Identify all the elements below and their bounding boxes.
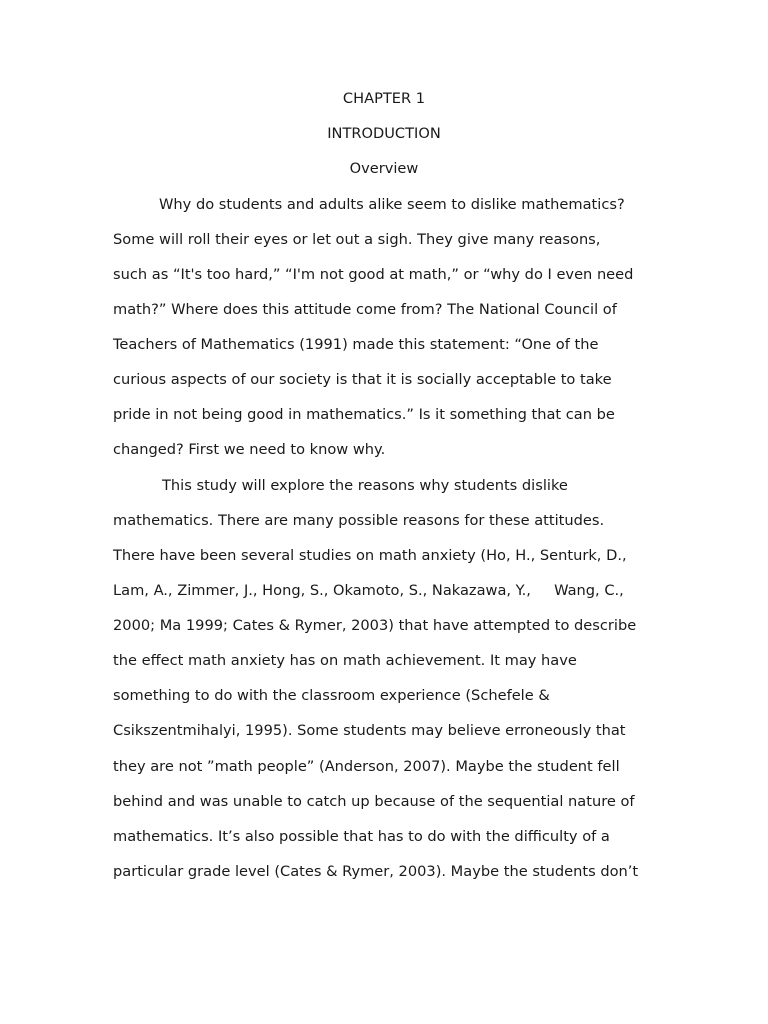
paragraph-1-line: curious aspects of our society is that it is socially acceptable to take [113,371,612,388]
paragraph-1-line: Teachers of Mathematics (1991) made this statement: “One of the [113,336,599,353]
paragraph-2-line: This study will explore the reasons why students dislike [162,477,568,494]
paragraph-2-line: the effect math anxiety has on math achievement. It may have [113,652,577,669]
paragraph-2-line: There have been several studies on math anxiety (Ho, H., Senturk, D., [113,547,627,564]
paragraph-2-line: Lam, A., Zimmer, J., Hong, S., Okamoto, S., Nakazawa, Y., Wang, C., [113,582,624,599]
paragraph-1-line: Some will roll their eyes or let out a sigh. They give many reasons, [113,231,601,248]
paragraph-1-line: Why do students and adults alike seem to dislike mathematics? [159,196,625,213]
paragraph-2-line: particular grade level (Cates & Rymer, 2003). Maybe the students don’t [113,863,639,880]
paragraph-2-line: something to do with the classroom experience (Schefele & [113,687,550,704]
paragraph-1-line: changed? First we need to know why. [113,441,386,458]
paragraph-1-line: pride in not being good in mathematics.” Is it something that can be [113,406,615,423]
paragraph-2-line: mathematics. There are many possible reasons for these attitudes. [113,512,605,529]
paragraph-1-line: such as “It's too hard,” “I'm not good at math,” or “why do I even need [113,266,634,283]
paragraph-2-line: they are not ”math people” (Anderson, 2007). Maybe the student fell [113,758,620,775]
paragraph-1-line: math?” Where does this attitude come from? The National Council of [113,301,617,318]
paragraph-2-line: Csikszentmihalyi, 1995). Some students may believe erroneously that [113,722,626,739]
paragraph-2-line: 2000; Ma 1999; Cates & Rymer, 2003) that have attempted to describe [113,617,637,634]
chapter-label: CHAPTER 1 [342,90,426,107]
paragraph-2-line: mathematics. It’s also possible that has to do with the difficulty of a [113,828,610,845]
paragraph-2-line: behind and was unable to catch up because of the sequential nature of [113,793,635,810]
chapter-title: INTRODUCTION [327,125,441,142]
section-title: Overview [349,160,419,177]
